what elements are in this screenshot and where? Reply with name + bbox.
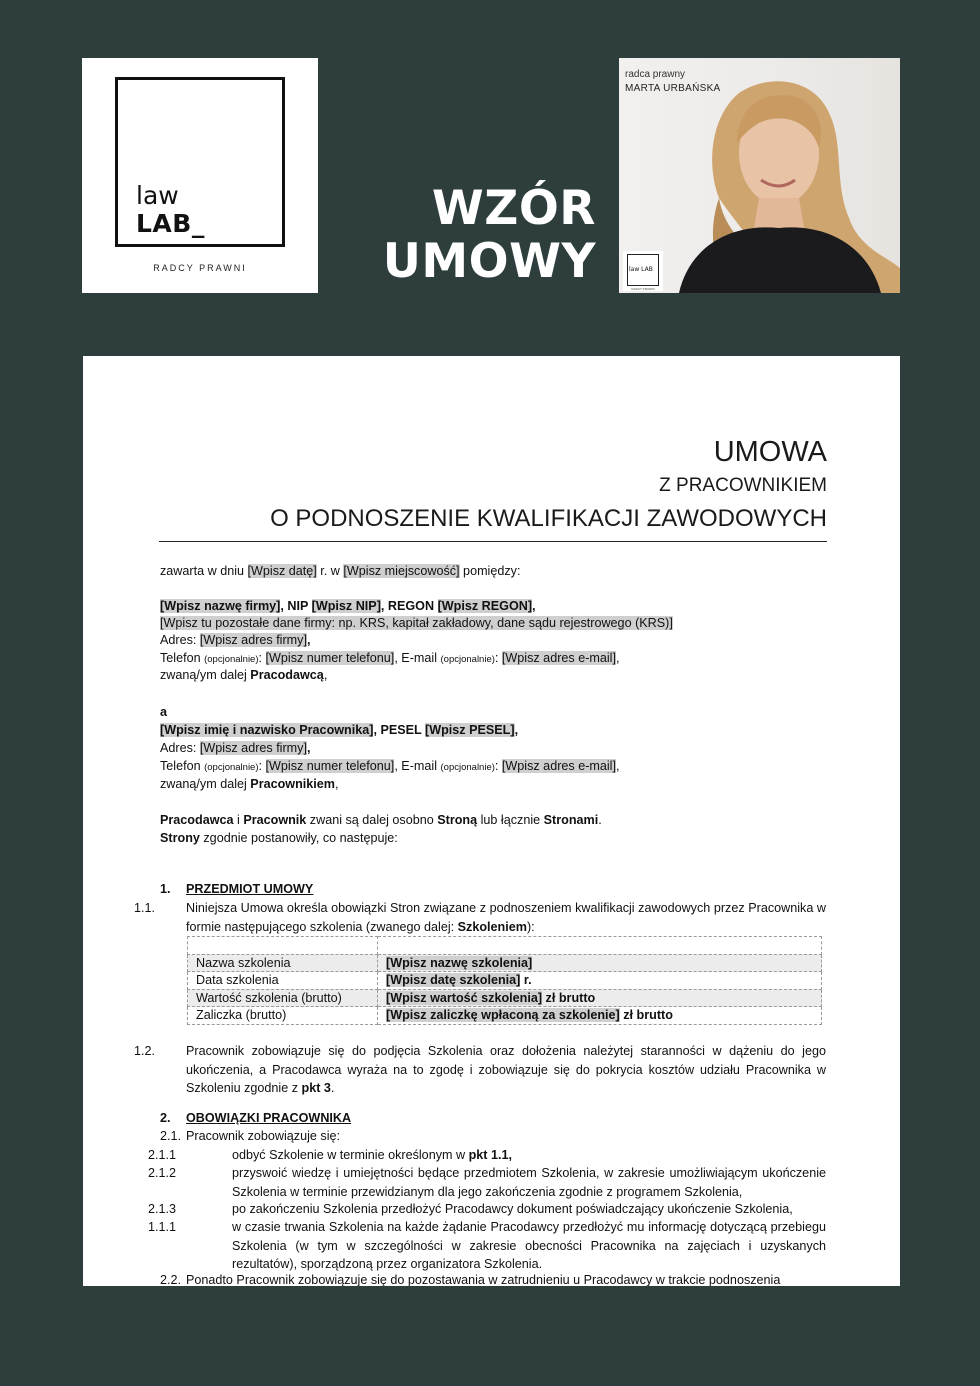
parties-line: Pracodawca i Pracownik zwani są dalej osobno Stroną lub łącznie Stronami.: [160, 813, 602, 827]
doc-title: UMOWA: [713, 436, 827, 468]
logo-line-law: law: [136, 181, 179, 210]
agreement-line: Strony zgodnie postanowiły, co następuje:: [160, 831, 398, 845]
table-value[interactable]: [Wpisz datę szkolenia]: [386, 973, 521, 988]
title-divider: [159, 541, 827, 542]
lawyer-photo-card: [619, 58, 900, 293]
employee-name-placeholder[interactable]: [Wpisz imię i nazwisko Pracownika]: [160, 723, 374, 737]
list-item: 2.1.3 po zakończeniu Szkolenia przedłożyć Pracodawcy dokument poświadczający ukończenie Szkolenia,: [148, 1202, 793, 1216]
photo-caption-name: MARTA URBAŃSKA: [625, 83, 721, 94]
list-item: 2.1.2 przyswoić wiedzę i umiejętności będące przedmiotem Szkolenia, w zakresie umożliwiającym ukończenie Szkolenia w terminie przewidzianym dla jego zakończenia zgodnie z programem Szkolenia,: [148, 1166, 826, 1199]
logo-text: [136, 182, 205, 238]
contract-document: [83, 356, 900, 1286]
mini-logo: [623, 251, 663, 291]
photo-caption-role: radca prawny: [625, 69, 686, 80]
clause-2-1: 2.1. Pracownik zobowiązuje się:: [160, 1129, 340, 1143]
employee-called-line: zwaną/ym dalej Pracownikiem,: [160, 777, 339, 791]
and-line: a: [160, 705, 168, 719]
clause-2-2: 2.2. Ponadto Pracownik zobowiązuje się do pozostawania w zatrudnieniu u Pracodawcy w trakcie podnoszenia: [160, 1273, 781, 1286]
intro-line: zawarta w dniu [Wpisz datę] r. w [Wpisz miejscowość] pomiędzy:: [160, 564, 521, 578]
training-table: [187, 936, 822, 1025]
list-item: 2.1.1 odbyć Szkolenie w terminie określonym w pkt 1.1,: [148, 1148, 512, 1162]
date-placeholder[interactable]: [Wpisz datę]: [247, 564, 317, 578]
logo-frame: [115, 77, 285, 247]
table-row: Wartość szkolenia (brutto) [Wpisz wartość szkolenia] zł brutto: [188, 989, 822, 1007]
employee-address-line: Adres: [Wpisz adres firmy],: [160, 741, 311, 755]
company-name-placeholder[interactable]: [Wpisz nazwę firmy]: [160, 599, 281, 613]
logo-line-lab: LAB_: [136, 209, 205, 238]
table-value[interactable]: [Wpisz zaliczkę wpłaconą za szkolenie]: [386, 1008, 620, 1023]
pesel-placeholder[interactable]: [Wpisz PESEL]: [425, 723, 515, 737]
employee-contact-line: Telefon (opcjonalnie): [Wpisz numer telefonu], E-mail (opcjonalnie): [Wpisz adres e-mail],: [160, 759, 620, 773]
list-item: 1.1.1 w czasie trwania Szkolenia na każde żądanie Pracodawcy przedłożyć mu informację dotyczącą przebiegu Szkolenia (w tym w szczególności w zakresie obecności Pracownika na zajęciach i uzyskanych rezultatów), sporządzoną przez organizatora Szkolenia.: [148, 1220, 826, 1271]
heading-line-2: UMOWY: [382, 234, 596, 289]
heading-line-1: WZÓR: [431, 181, 596, 236]
place-placeholder[interactable]: [Wpisz miejscowość]: [343, 564, 460, 578]
table-row: Zaliczka (brutto) [Wpisz zaliczkę wpłaconą za szkolenie] zł brutto: [188, 1007, 822, 1025]
mini-logo-text: law LAB: [629, 266, 653, 273]
company-phone-placeholder[interactable]: [Wpisz numer telefonu]: [265, 651, 395, 665]
employee-name-line: [Wpisz imię i nazwisko Pracownika], PESEL [Wpisz PESEL],: [160, 723, 519, 737]
table-label: Wartość szkolenia (brutto): [188, 989, 378, 1007]
company-email-placeholder[interactable]: [Wpisz adres e-mail]: [501, 651, 616, 665]
table-label: Nazwa szkolenia: [188, 954, 378, 972]
lawlab-logo-card: [82, 58, 318, 293]
table-value[interactable]: [Wpisz wartość szkolenia]: [386, 990, 543, 1005]
employer-called-line: zwaną/ym dalej Pracodawcą,: [160, 668, 328, 682]
employer-other-line: [160, 615, 673, 632]
regon-placeholder[interactable]: [Wpisz REGON]: [437, 599, 533, 613]
nip-placeholder[interactable]: [Wpisz NIP]: [311, 599, 381, 613]
table-label: Zaliczka (brutto): [188, 1007, 378, 1025]
employee-email-placeholder[interactable]: [Wpisz adres e-mail]: [501, 759, 616, 773]
section-2-heading: 2. OBOWIĄZKI PRACOWNIKA: [160, 1111, 352, 1125]
company-address-placeholder[interactable]: [Wpisz adres firmy]: [199, 633, 307, 647]
clause-1-2: 1.2. Pracownik zobowiązuje się do podjęcia Szkolenia oraz dołożenia należytej staranności w dążeniu do jego ukończenia, a Pracodawca wyraża na to zgodę i zobowiązuje się do pokrycia kosztów udziału Pracownika w Szkoleniu zgodnie z pkt 3.: [134, 1044, 826, 1095]
page-heading: [383, 182, 596, 288]
employer-address-line: Adres: [Wpisz adres firmy],: [160, 633, 311, 647]
employee-phone-placeholder[interactable]: [Wpisz numer telefonu]: [265, 759, 395, 773]
employer-name-line: [Wpisz nazwę firmy], NIP [Wpisz NIP], REGON [Wpisz REGON],: [160, 599, 536, 613]
table-row: [188, 954, 822, 972]
employee-address-placeholder[interactable]: [Wpisz adres firmy]: [199, 741, 307, 755]
doc-subtitle-2: O PODNOSZENIE KWALIFIKACJI ZAWODOWYCH: [270, 505, 827, 532]
employer-contact-line: Telefon (opcjonalnie): [Wpisz numer telefonu], E-mail (opcjonalnie): [Wpisz adres e-mail],: [160, 651, 620, 665]
table-value[interactable]: [Wpisz nazwę szkolenia]: [386, 955, 533, 970]
table-row: Data szkolenia [Wpisz datę szkolenia] r.: [188, 972, 822, 990]
doc-subtitle-1: Z PRACOWNIKIEM: [659, 475, 827, 496]
clause-1-1: 1.1. Niniejsza Umowa określa obowiązki Stron związane z podnoszeniem kwalifikacji zawodowych przez Pracownika w formie następującego szkolenia (zwanego dalej: Szkoleniem):: [134, 901, 826, 934]
company-other-placeholder[interactable]: [Wpisz tu pozostałe dane firmy: np. KRS, kapitał zakładowy, dane sądu rejestrowego (KRS)]: [160, 616, 673, 630]
logo-subtitle: RADCY PRAWNI: [153, 263, 247, 273]
table-label: Data szkolenia: [188, 972, 378, 990]
section-1-heading: 1. PRZEDMIOT UMOWY: [160, 882, 314, 896]
mini-logo-subtitle: RADCY PRAWNI: [631, 287, 655, 291]
